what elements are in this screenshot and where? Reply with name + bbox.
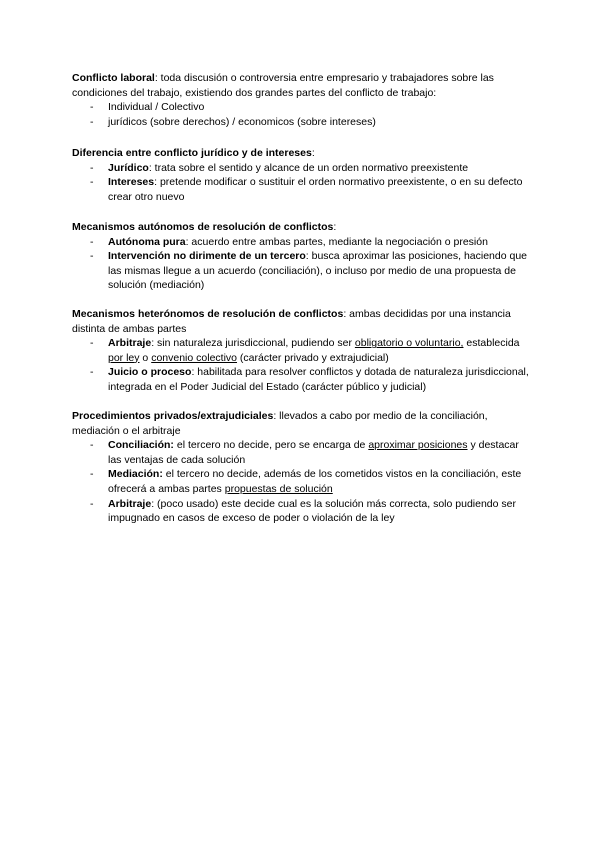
list-item xyxy=(72,467,532,496)
text-fragment: y destacar las ventajas de cada solución xyxy=(108,439,519,466)
bullet-dash: - xyxy=(90,468,94,481)
heading-heteronomos-text: Mecanismos heterónomos de resolución de conflictos xyxy=(72,308,344,320)
list-item xyxy=(72,161,532,176)
term-arbitraje: Arbitraje xyxy=(108,337,152,350)
heading-autonomos-text: Mecanismos autónomos de resolución de conflictos xyxy=(72,221,334,233)
procedimientos-definition: : llevados a cabo por medio de la conciliación, mediación o el arbitraje xyxy=(72,410,488,437)
conflicto-list xyxy=(72,100,532,129)
text-fragment: establecida xyxy=(463,337,520,350)
list-item-text: : (poco usado) este decide cual es la solución más correcta, solo pudiendo ser impugnado en casos de exceso de poder o violación de la ley xyxy=(108,497,516,525)
list-item-text: : busca aproximar las posiciones, haciendo que las mismas llegue a un acuerdo (conciliación), o incluso por medio de una propuesta de solución (mediación) xyxy=(108,250,528,292)
list-item xyxy=(72,438,532,467)
term-conciliacion: Conciliación: xyxy=(108,439,174,452)
underlined-obligatorio-voluntario: obligatorio o voluntario, xyxy=(354,337,464,350)
list-item xyxy=(72,249,532,293)
paragraph-conflicto-laboral xyxy=(72,71,532,100)
bullet-dash: - xyxy=(90,250,94,263)
list-item-text: : pretende modificar o sustituir el orden normativo preexistente, o en su defecto crear otro nuevo xyxy=(108,176,523,203)
list-item xyxy=(72,115,532,130)
term-conflicto-laboral: Conflicto laboral xyxy=(72,72,155,84)
list-item xyxy=(72,336,532,365)
list-item-text: Individual / Colectivo xyxy=(108,101,205,114)
underlined-propuestas-solucion: propuestas de solución xyxy=(224,482,333,495)
heading-autonomos xyxy=(72,220,532,235)
text-fragment: el tercero no decide, además de los cometidos vistos en la conciliación, este ofrecerá a ambas partes xyxy=(108,468,522,495)
heteronomos-list xyxy=(72,336,532,394)
bullet-dash: - xyxy=(90,115,94,128)
text-fragment: el tercero no decide, pero se encarga de xyxy=(173,439,369,452)
procedimientos-list xyxy=(72,438,532,526)
list-item xyxy=(72,100,532,115)
bullet-dash: - xyxy=(90,176,94,189)
heading-colon: : xyxy=(311,147,315,159)
list-item-text: jurídicos (sobre derechos) / economicos (sobre intereses) xyxy=(108,115,376,128)
heading-colon: : xyxy=(333,221,337,233)
underlined-por-ley: por ley xyxy=(108,351,140,364)
underlined-convenio-colectivo: convenio colectivo xyxy=(151,351,238,364)
section-diferencia xyxy=(72,146,532,204)
term-juridico: Jurídico xyxy=(108,161,149,174)
heading-procedimientos-text: Procedimientos privados/extrajudiciales xyxy=(72,410,274,422)
term-juicio-proceso: Juicio o proceso xyxy=(108,366,192,379)
term-autonoma-pura: Autónoma pura xyxy=(108,235,186,248)
bullet-dash: - xyxy=(90,235,94,248)
term-arbitraje-privado: Arbitraje xyxy=(108,497,152,510)
list-item xyxy=(72,497,532,526)
text-fragment: (carácter privado y extrajudicial) xyxy=(237,351,389,364)
list-item xyxy=(72,365,532,394)
heteronomos-definition: : ambas decididas por una instancia distinta de ambas partes xyxy=(72,308,511,335)
section-mecanismos-heteronomos xyxy=(72,307,532,395)
paragraph-procedimientos xyxy=(72,409,532,438)
list-item xyxy=(72,235,532,250)
underlined-aproximar-posiciones: aproximar posiciones xyxy=(368,439,468,452)
paragraph-heteronomos xyxy=(72,307,532,336)
term-intereses: Intereses xyxy=(108,176,155,189)
list-item-text: : acuerdo entre ambas partes, mediante la negociación o presión xyxy=(185,235,488,248)
text-fragment: o xyxy=(139,351,152,364)
bullet-dash: - xyxy=(90,439,94,452)
term-mediacion: Mediación: xyxy=(108,468,163,481)
bullet-dash: - xyxy=(90,497,94,510)
section-procedimientos xyxy=(72,409,532,526)
conflicto-laboral-definition: : toda discusión o controversia entre empresario y trabajadores sobre las condiciones del trabajo, existiendo dos grandes partes del conflicto de trabajo: xyxy=(72,72,494,99)
section-mecanismos-autonomos xyxy=(72,220,532,293)
list-item xyxy=(72,175,532,204)
bullet-dash: - xyxy=(90,366,94,379)
list-item-text: : habilitada para resolver conflictos y dotada de naturaleza jurisdiccional, integrada en el Poder Judicial del Estado (carácter público y judicial) xyxy=(108,366,529,393)
list-item-text: : trata sobre el sentido y alcance de un orden normativo preexistente xyxy=(148,161,469,174)
text-fragment: : sin naturaleza jurisdiccional, pudiendo ser xyxy=(151,337,355,350)
autonomos-list xyxy=(72,235,532,293)
diferencia-list xyxy=(72,161,532,205)
heading-diferencia xyxy=(72,146,532,161)
bullet-dash: - xyxy=(90,101,94,114)
term-intervencion: Intervención no dirimente de un tercero xyxy=(108,250,306,263)
bullet-dash: - xyxy=(90,337,94,350)
bullet-dash: - xyxy=(90,161,94,174)
heading-diferencia-text: Diferencia entre conflicto jurídico y de intereses xyxy=(72,147,312,159)
section-conflicto-laboral xyxy=(72,71,532,129)
